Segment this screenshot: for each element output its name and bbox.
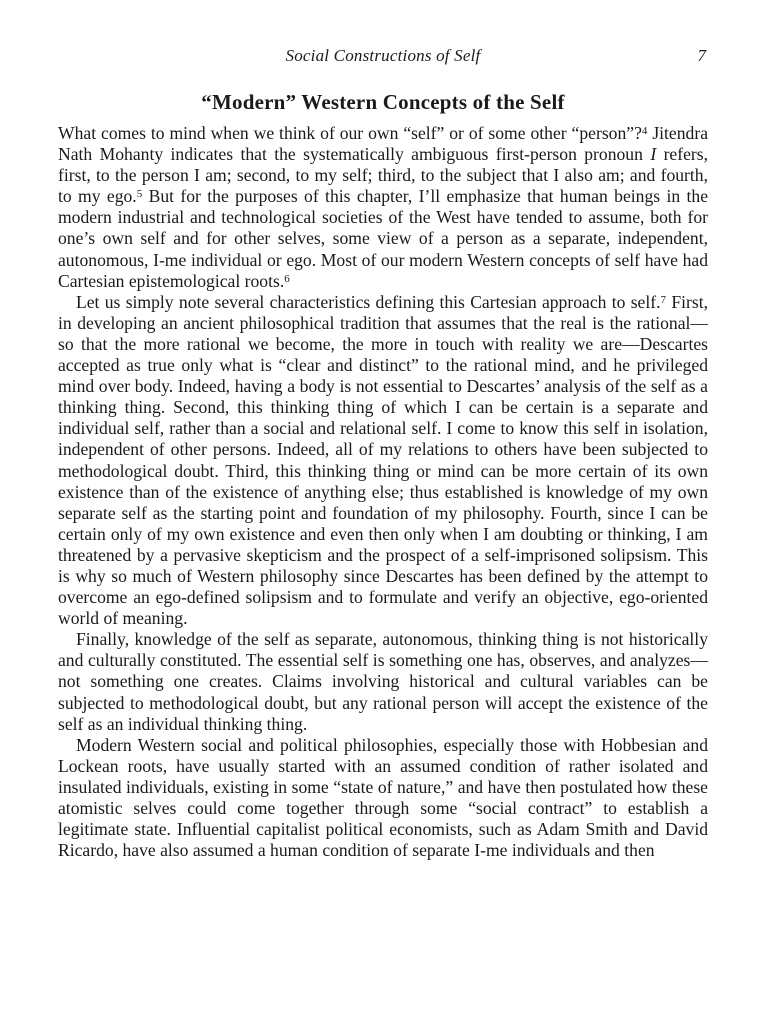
footnote-marker-4: 4	[641, 125, 648, 137]
paragraph-4: Modern Western social and political philosophies, especially those with Hobbesian and Lockean roots, have usually started with an assumed condition of rather isolated and insulated individuals, existing in some “state of nature,” and have then postulated how these atomistic selves could come together through some “social contract” to establish a legitimate state. Influential capitalist political economists, such as Adam Smith and David Ricardo, have also assumed a human condition of separate I-me individuals and then	[58, 734, 708, 861]
paragraph-1-text-c: refers, first, to the person I am; second, to my self; third, to the subject that I also am; and fourth, to my ego.	[58, 144, 709, 207]
running-header	[58, 40, 708, 70]
section-heading: “Modern” Western Concepts of the Self	[201, 90, 565, 114]
paragraph-2-text-b: First, in developing an ancient philosophical tradition that assumes that the real is the rational—so that the more rational we become, the more in touch with reality we are—Descartes accepted as true only what is “clear and distinct” to the rational mind, and he privileged mind over body. Indeed, having a body is not essential to Descartes’ analysis of the self as a thinking thing. Second, this thinking thing of which I can be certain is a separate and individual self, rather than a social and relational self. I come to know this self in isolation, independent of other persons. Indeed, all of my relations to others have been subjected to methodological doubt. Third, this thinking thing or mind can be more certain of its own existence than of the existence of anything else; thus established is knowledge of my own separate self as the starting point and foundation of my philosophy. Fourth, since I can be certain only of my own existence and even then only when I am doubting or thinking, I am threatened by a pervasive skepticism and the prospect of a self-imprisoned solipsism. This is why so much of Western philosophy since Descartes has been defined by the attempt to overcome an ego-defined solipsism and to formulate and verify an objective, ego-oriented world of meaning.	[58, 291, 708, 629]
paragraph-3: Finally, knowledge of the self as separate, autonomous, thinking thing is not historically and culturally constituted. The essential self is something one has, observes, and analyzes—not something one creates. Claims involving historical and cultural variables can be subjected to methodological doubt, but any rational person will accept the existence of the self as an individual thinking thing.	[58, 629, 708, 734]
paragraph-2	[58, 292, 708, 630]
paragraph-1	[58, 123, 708, 292]
paragraph-1-text-d: But for the purposes of this chapter, I’ll emphasize that human beings in the modern industrial and technological societies of the West have tended to assume, both for one’s own self and for other selves, some view of a person as a separate, independent, autonomous, I-me individual or ego. Most of our modern Western concepts of self have had Cartesian epistemological roots.	[58, 186, 709, 291]
paragraph-1-text-b: Jitendra Nath Mohanty indicates that the systematically ambiguous first-person pronoun	[58, 123, 709, 165]
footnote-marker-7: 7	[660, 293, 667, 306]
book-page	[58, 40, 708, 861]
footnote-marker-6: 6	[284, 272, 290, 285]
pronoun-italic: I	[650, 144, 657, 165]
paragraph-2-text-a: Let us simply note several characteristics defining this Cartesian approach to self.	[76, 291, 661, 312]
running-title: Social Constructions of Self	[285, 46, 481, 65]
footnote-marker-5: 5	[136, 188, 143, 201]
page-number: 7	[697, 46, 706, 65]
paragraph-1-text-a: What comes to mind when we think of our own “self” or of some other “person”?	[58, 123, 642, 143]
